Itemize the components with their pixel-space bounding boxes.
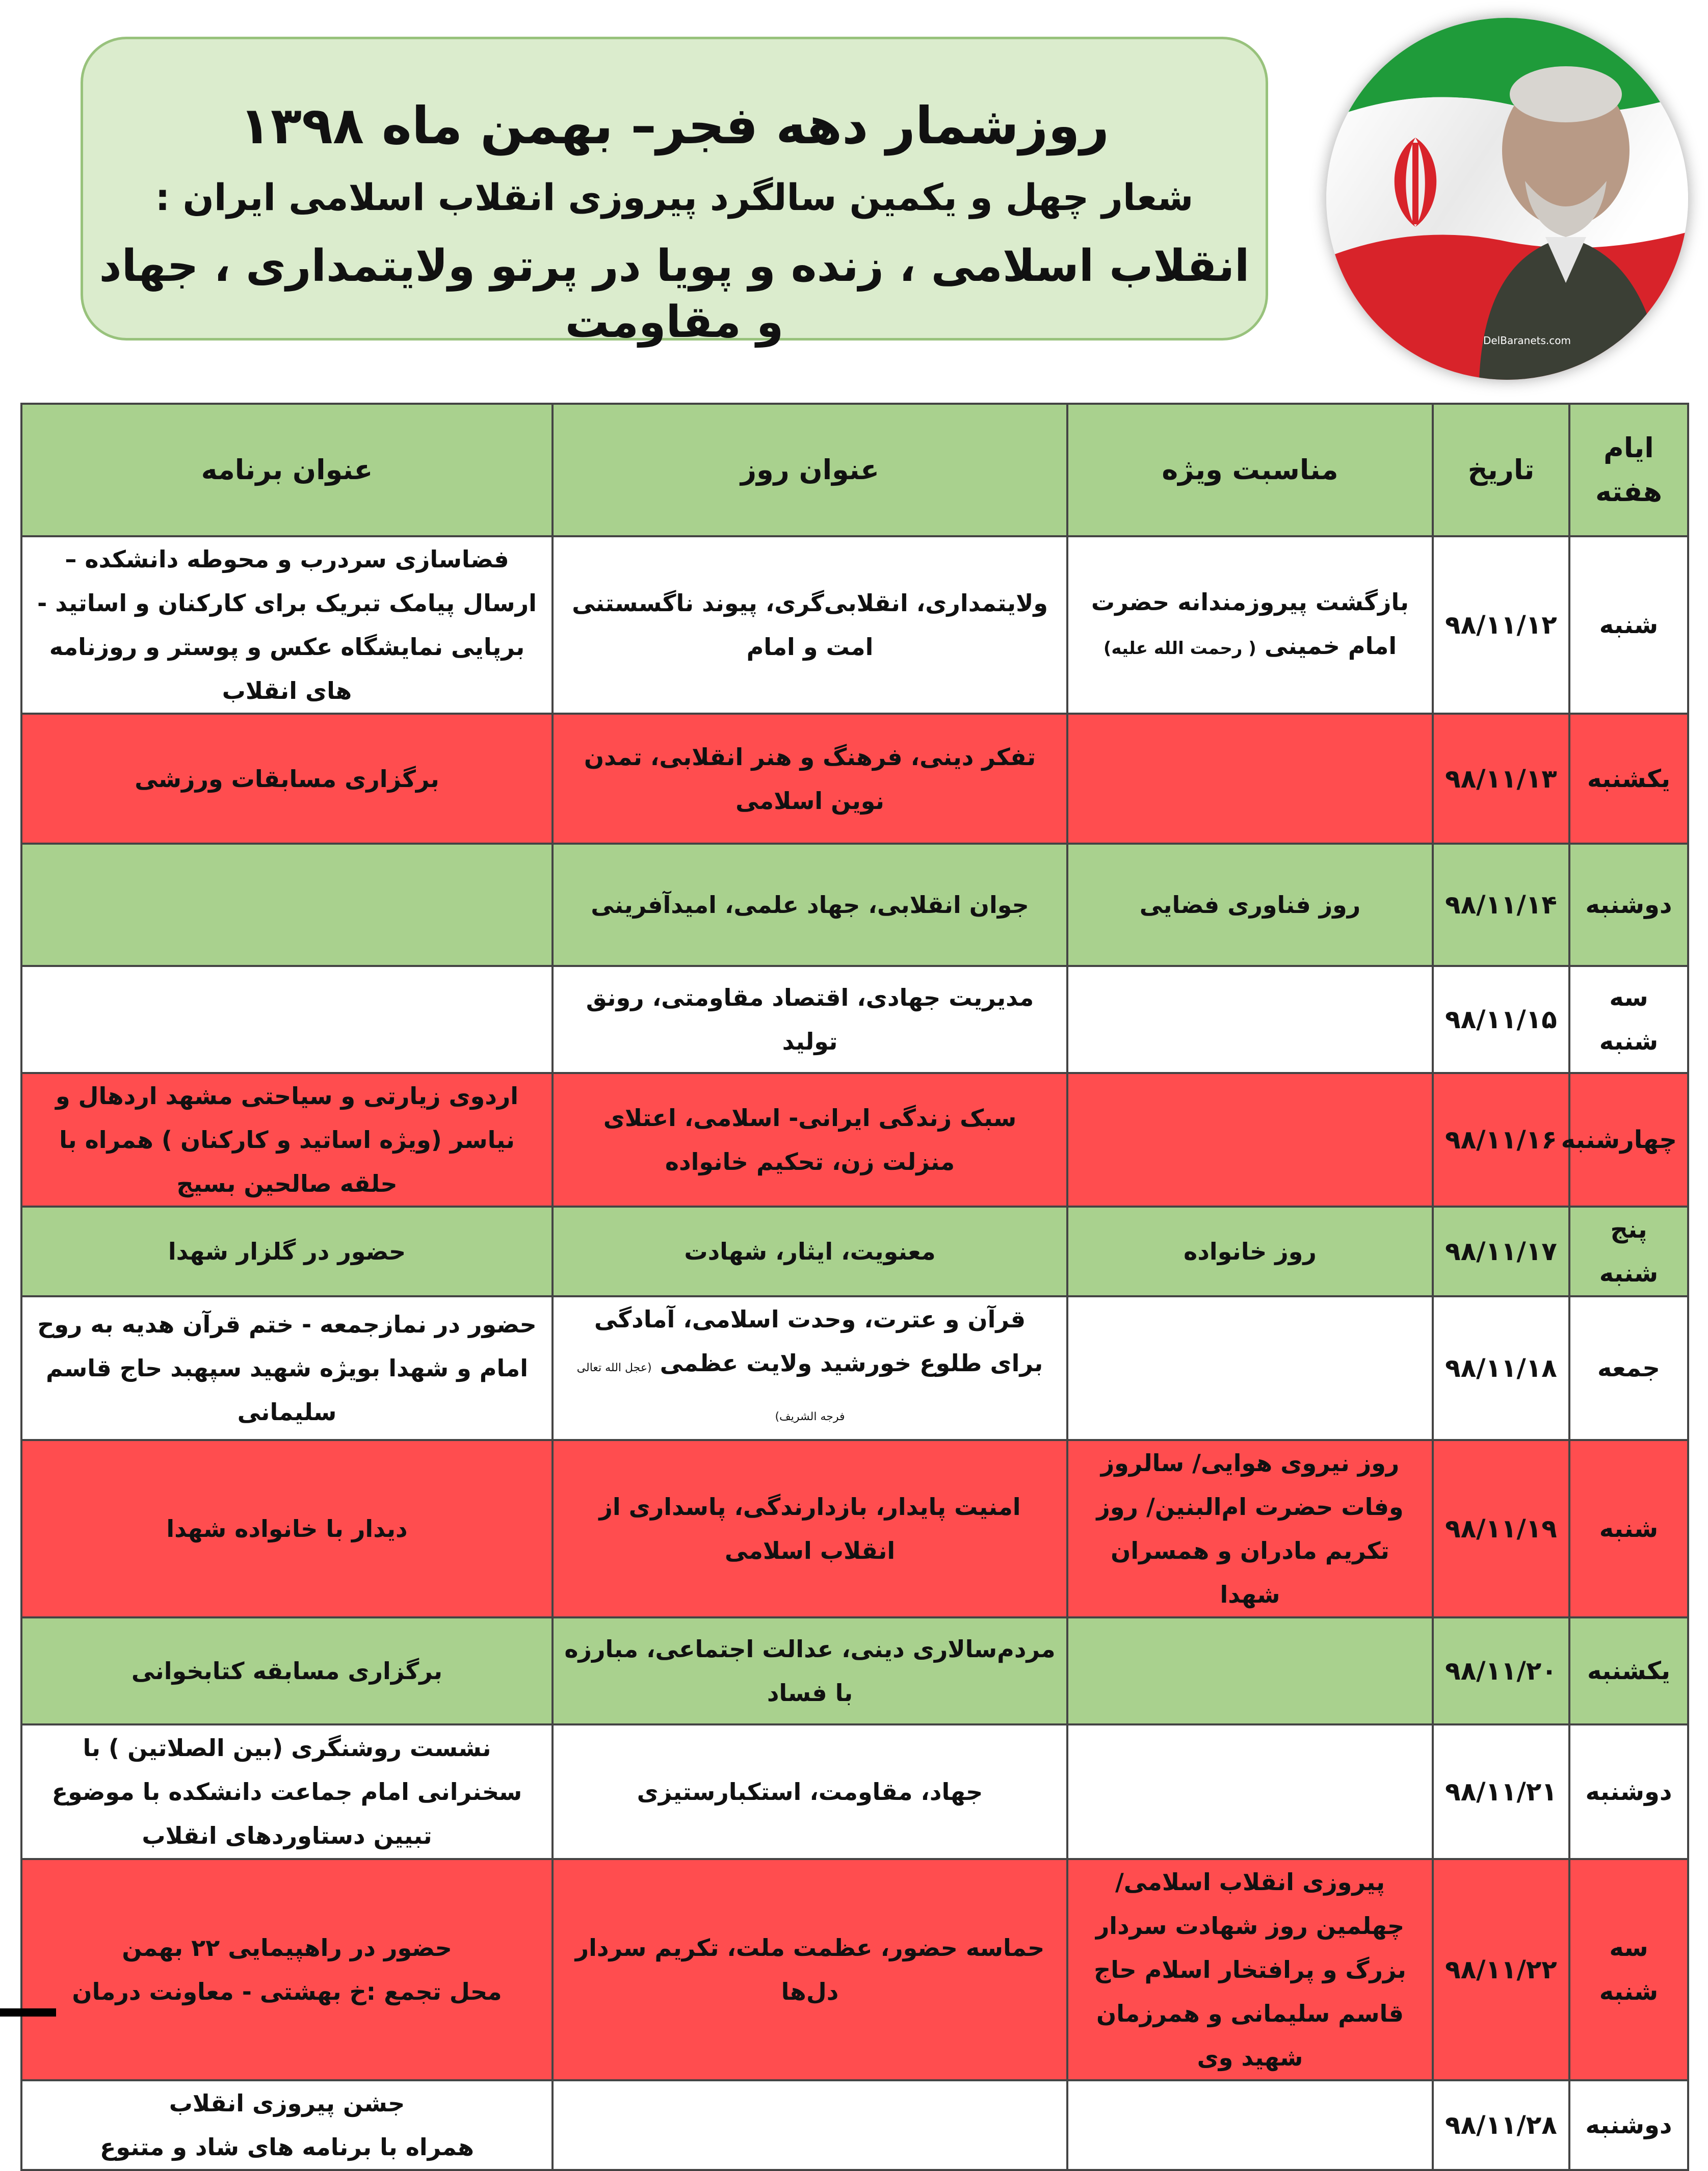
program-cell: حضور در نمازجمعه - ختم قرآن هدیه به روح امام و شهدا بویژه شهید سپهبد حاج قاسم سلیمانی bbox=[21, 1296, 553, 1440]
header-date: تاریخ bbox=[1433, 404, 1569, 536]
occasion-cell bbox=[1067, 536, 1433, 714]
table-row bbox=[21, 714, 1688, 844]
day-title-cell: سبک زندگی ایرانی- اسلامی، اعتلای منزلت زن، تحکیم خانواده bbox=[553, 1073, 1067, 1207]
date-cell: ۹۸/۱۱/۱۹ bbox=[1433, 1440, 1569, 1617]
program-line1: جشن پیروزی انقلاب bbox=[169, 2089, 405, 2117]
table-row bbox=[21, 1073, 1688, 1207]
footer-badge bbox=[0, 2008, 56, 2017]
occasion-cell bbox=[1067, 1073, 1433, 1207]
day-title-cell: ولایتمداری، انقلابی‌گری، پیوند ناگسستنی امت و امام bbox=[553, 536, 1067, 714]
table-row bbox=[21, 1724, 1688, 1859]
day-cell: چهارشنبه bbox=[1569, 1073, 1688, 1207]
day-cell: شنبه bbox=[1569, 536, 1688, 714]
program-cell bbox=[21, 966, 553, 1073]
header-program: عنوان برنامه bbox=[21, 404, 553, 536]
day-title-text: قرآن و عترت، وحدت اسلامی، آمادگی برای طلوع خورشید ولایت عظمی bbox=[594, 1305, 1043, 1377]
day-title-note: (عجل الله تعالی فرجه الشریف) bbox=[576, 1362, 845, 1423]
program-line1: حضور در راهپیمایی ۲۲ بهمن bbox=[122, 1934, 452, 1961]
date-cell: ۹۸/۱۱/۲۸ bbox=[1433, 2080, 1569, 2170]
day-cell: شنبه bbox=[1569, 1440, 1688, 1617]
program-line2: محل تجمع :خ بهشتی - معاونت درمان bbox=[72, 1978, 502, 2005]
table-row bbox=[21, 1440, 1688, 1617]
table-row bbox=[21, 2080, 1688, 2170]
occasion-text: بازگشت پیروزمندانه حضرت امام خمینی bbox=[1091, 588, 1409, 660]
day-title-cell: حماسه حضور، عظمت ملت، تکریم سردار دل‌ها bbox=[553, 1859, 1067, 2080]
occasion-cell bbox=[1067, 2080, 1433, 2170]
day-cell: جمعه bbox=[1569, 1296, 1688, 1440]
slogan-text: انقلاب اسلامی ، زنده و پویا در پرتو ولایتمداری ، جهاد و مقاومت bbox=[99, 241, 1250, 348]
day-cell: سه شنبه bbox=[1569, 966, 1688, 1073]
table-row bbox=[21, 1859, 1688, 2080]
occasion-cell bbox=[1067, 1296, 1433, 1440]
table-row bbox=[21, 536, 1688, 714]
date-cell: ۹۸/۱۱/۲۲ bbox=[1433, 1859, 1569, 2080]
occasion-cell bbox=[1067, 966, 1433, 1073]
date-cell: ۹۸/۱۱/۱۷ bbox=[1433, 1207, 1569, 1296]
date-cell: ۹۸/۱۱/۲۱ bbox=[1433, 1724, 1569, 1859]
day-title-cell bbox=[553, 1296, 1067, 1440]
day-cell: یکشنبه bbox=[1569, 1617, 1688, 1724]
date-cell: ۹۸/۱۱/۱۲ bbox=[1433, 536, 1569, 714]
date-cell: ۹۸/۱۱/۲۰ bbox=[1433, 1617, 1569, 1724]
program-cell: فضاسازی سردرب و محوطه دانشکده – ارسال پیامک تبریک برای کارکنان و اساتید - برپایی نمایشگاه عکس و پوستر و روزنامه های انقلاب bbox=[21, 536, 553, 714]
occasion-cell bbox=[1067, 1617, 1433, 1724]
portrait-image bbox=[1326, 18, 1688, 380]
table-row bbox=[21, 844, 1688, 966]
page-title: روزشمار دهه فجر– بهمن ماه ۱۳۹۸ bbox=[239, 96, 1110, 155]
slogan-label: شعار چهل و یکمین سالگرد پیروزی انقلاب اسلامی ایران : bbox=[155, 176, 1194, 219]
day-title-cell: مردم‌سالاری دینی، عدالت اجتماعی، مبارزه با فساد bbox=[553, 1617, 1067, 1724]
date-cell: ۹۸/۱۱/۱۸ bbox=[1433, 1296, 1569, 1440]
occasion-cell: روز فناوری فضایی bbox=[1067, 844, 1433, 966]
day-title-cell: تفکر دینی، فرهنگ و هنر انقلابی، تمدن نوین اسلامی bbox=[553, 714, 1067, 844]
day-title-cell: جوان انقلابی، جهاد علمی، امیدآفرینی bbox=[553, 844, 1067, 966]
program-cell: برگزاری مسابقات ورزشی bbox=[21, 714, 553, 844]
header-occasion: مناسبت ویژه bbox=[1067, 404, 1433, 536]
day-title-cell: مدیریت جهادی، اقتصاد مقاومتی، رونق تولید bbox=[553, 966, 1067, 1073]
program-cell: اردوی زیارتی و سیاحتی مشهد اردهال و نیاسر (ویژه اساتید و کارکنان ) همراه با حلقه صالحین بسیج bbox=[21, 1073, 553, 1207]
header-box bbox=[81, 37, 1268, 348]
date-cell: ۹۸/۱۱/۱۶ bbox=[1433, 1073, 1569, 1207]
table-row bbox=[21, 1296, 1688, 1440]
table-row bbox=[21, 1207, 1688, 1296]
day-cell: دوشنبه bbox=[1569, 844, 1688, 966]
program-cell: برگزاری مسابقه کتابخوانی bbox=[21, 1617, 553, 1724]
header-day-title: عنوان روز bbox=[553, 404, 1067, 536]
program-cell: حضور در گلزار شهدا bbox=[21, 1207, 553, 1296]
program-cell bbox=[21, 2080, 553, 2170]
occasion-cell bbox=[1067, 714, 1433, 844]
day-title-cell: امنیت پایدار، بازدارندگی، پاسداری از انقلاب اسلامی bbox=[553, 1440, 1067, 1617]
program-cell: نشست روشنگری (بین الصلاتین ) با سخنرانی امام جماعت دانشکده با موضوع تبیین دستاوردهای انقلاب bbox=[21, 1724, 553, 1859]
table-header-row bbox=[21, 404, 1688, 536]
day-title-cell bbox=[553, 2080, 1067, 2170]
program-cell bbox=[21, 844, 553, 966]
header-day: ایام هفته bbox=[1569, 404, 1688, 536]
table-row bbox=[21, 1617, 1688, 1724]
occasion-note: ( رحمت الله علیه) bbox=[1103, 638, 1256, 659]
program-line2: همراه با برنامه های شاد و متنوع bbox=[99, 2133, 475, 2161]
date-cell: ۹۸/۱۱/۱۴ bbox=[1433, 844, 1569, 966]
occasion-cell: روز نیروی هوایی/ سالروز وفات حضرت ام‌البنین/ روز تکریم مادران و همسران شهدا bbox=[1067, 1440, 1433, 1617]
watermark-text: DelBaranets.com bbox=[1483, 334, 1571, 347]
occasion-cell: پیروزی انقلاب اسلامی/چهلمین روز شهادت سردار بزرگ و پرافتخار اسلام حاج قاسم سلیمانی و همرزمان شهید وی bbox=[1067, 1859, 1433, 2080]
portrait-with-flag-icon bbox=[1326, 18, 1688, 380]
day-cell: دوشنبه bbox=[1569, 2080, 1688, 2170]
day-title-cell: جهاد، مقاومت، استکبارستیزی bbox=[553, 1724, 1067, 1859]
occasion-cell: روز خانواده bbox=[1067, 1207, 1433, 1296]
day-title-cell: معنویت، ایثار، شهادت bbox=[553, 1207, 1067, 1296]
program-cell: دیدار با خانواده شهدا bbox=[21, 1440, 553, 1617]
day-cell: پنج شنبه bbox=[1569, 1207, 1688, 1296]
day-cell: دوشنبه bbox=[1569, 1724, 1688, 1859]
day-cell: یکشنبه bbox=[1569, 714, 1688, 844]
schedule-table bbox=[20, 403, 1689, 2171]
day-cell: سه شنبه bbox=[1569, 1859, 1688, 2080]
date-cell: ۹۸/۱۱/۱۵ bbox=[1433, 966, 1569, 1073]
occasion-cell bbox=[1067, 1724, 1433, 1859]
table-row bbox=[21, 966, 1688, 1073]
date-cell: ۹۸/۱۱/۱۳ bbox=[1433, 714, 1569, 844]
program-cell bbox=[21, 1859, 553, 2080]
